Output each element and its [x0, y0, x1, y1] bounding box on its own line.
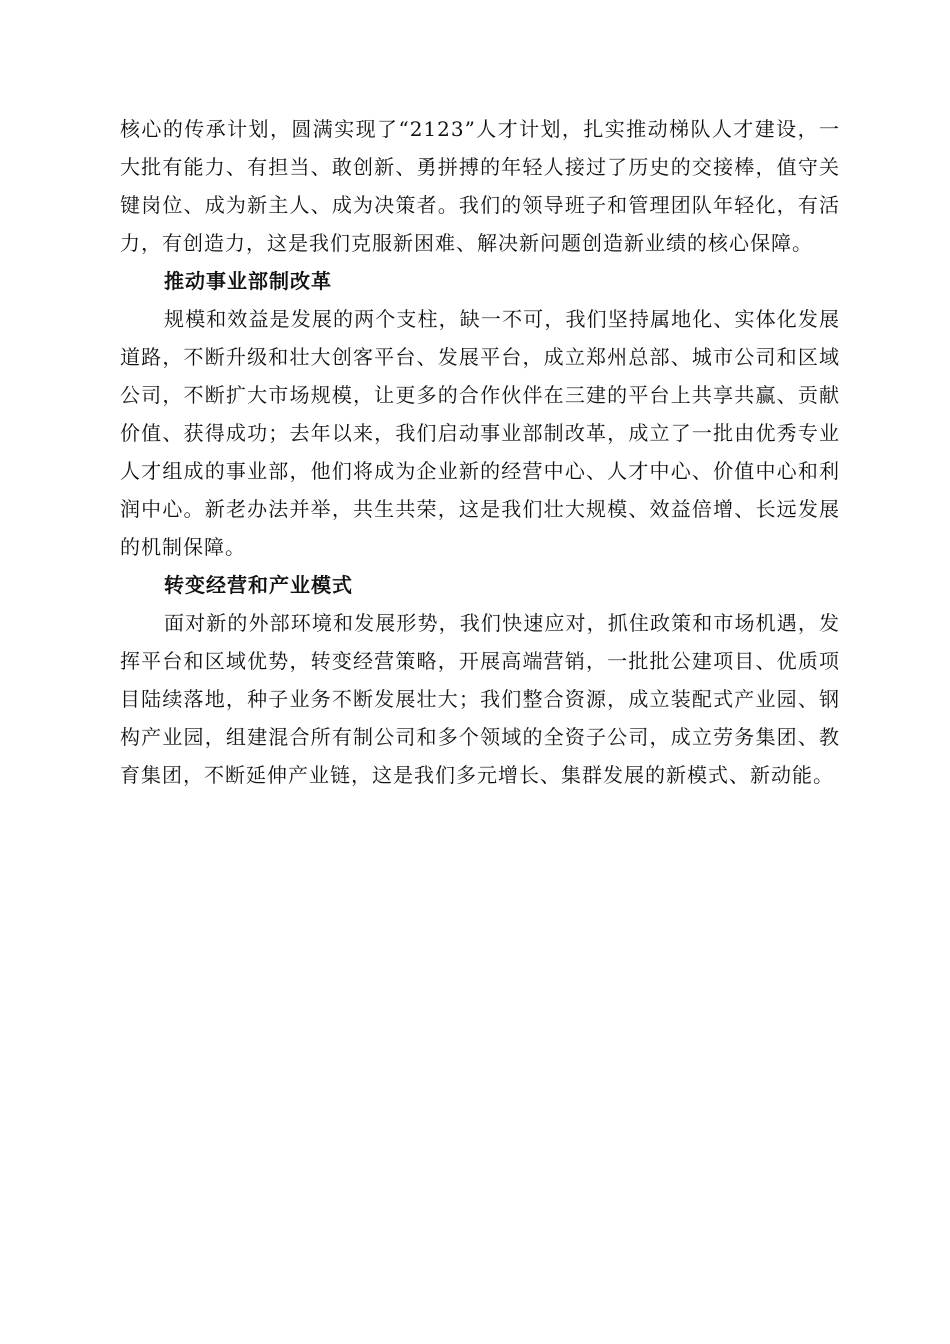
body-paragraph: 核心的传承计划，圆满实现了“2123”人才计划，扎实推动梯队人才建设，一大批有能力、有担当、敢创新、勇拼搏的年轻人接过了历史的交接棒，值守关键岗位、成为新主人、成为决策者。我们的领导班子和管理团队年轻化，有活力，有创造力，这是我们克服新困难、解决新问题创造新业绩的核心保障。 — [120, 117, 840, 255]
body-paragraph: 规模和效益是发展的两个支柱，缺一不可，我们坚持属地化、实体化发展道路，不断升级和壮大创客平台、发展平台，成立郑州总部、城市公司和区域公司，不断扩大市场规模，让更多的合作伙伴在三建的平台上共享共赢、贡献价值、获得成功；去年以来，我们启动事业部制改革，成立了一批由优秀专业人才组成的事业部，他们将成为企业新的经营中心、人才中心、价值中心和利润中心。新老办法并举，共生共荣，这是我们壮大规模、效益倍增、长远发展的机制保障。 — [120, 307, 840, 559]
body-paragraph: 面对新的外部环境和发展形势，我们快速应对，抓住政策和市场机遇，发挥平台和区域优势，转变经营策略，开展高端营销，一批批公建项目、优质项目陆续落地，种子业务不断发展壮大；我们整合资源，成立装配式产业园、钢构产业园，组建混合所有制公司和多个领域的全资子公司，成立劳务集团、教育集团，不断延伸产业链，这是我们多元增长、集群发展的新模式、新动能。 — [120, 611, 840, 787]
document-body — [120, 110, 840, 794]
section-heading: 转变经营和产业模式 — [164, 573, 353, 597]
section-heading: 推动事业部制改革 — [164, 269, 332, 293]
